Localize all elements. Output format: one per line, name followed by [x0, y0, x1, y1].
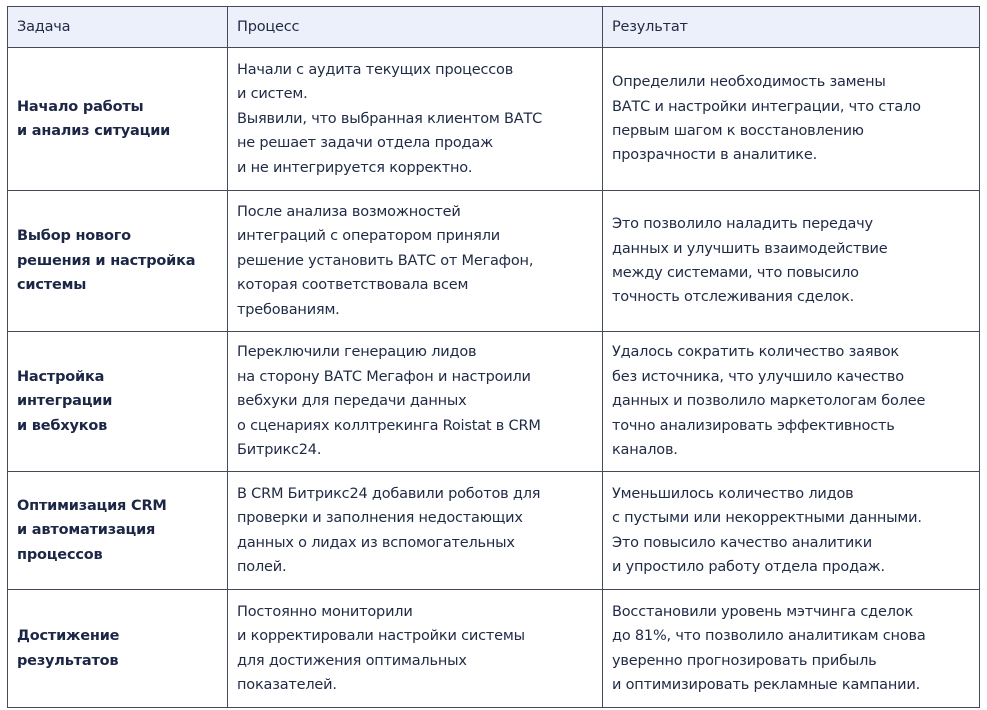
process-line: Постоянно мониторили	[237, 603, 413, 620]
task-line: процессов	[17, 546, 103, 563]
task-line: и вебхуков	[17, 417, 108, 434]
table-header-row	[8, 7, 980, 48]
result-cell	[603, 48, 980, 191]
result-line: Это повысило качество аналитики	[612, 534, 872, 551]
result-line: первым шагом к восстановлению	[612, 123, 864, 139]
results-table-container	[7, 6, 979, 708]
result-line: точность отслеживания сделок.	[612, 289, 855, 306]
result-line: прозрачности в аналитике.	[612, 147, 817, 164]
process-line: После анализа возможностей	[237, 203, 461, 220]
table-row	[8, 590, 980, 708]
result-line: и оптимизировать рекламные кампании.	[612, 676, 920, 693]
process-cell	[228, 472, 603, 590]
header-task: Задача	[8, 7, 228, 48]
process-line: не решает задачи отдела продаж	[237, 135, 493, 152]
process-line: вебхуки для передачи данных	[237, 393, 467, 410]
result-line: до 81%, что позволило аналитикам снова	[612, 628, 926, 645]
result-line: данных и позволило маркетологам более	[612, 393, 926, 410]
result-line: точно анализировать эффективность	[612, 417, 895, 434]
task-line: системы	[17, 277, 87, 294]
task-line: и автоматизация	[17, 522, 156, 539]
table-row	[8, 191, 980, 332]
result-line: каналов.	[612, 442, 678, 459]
process-line: В CRM Битрикс24 добавили роботов для	[237, 485, 541, 502]
process-line: требованиям.	[237, 301, 340, 318]
task-line: решения и настройка	[17, 252, 196, 269]
process-line: на сторону ВАТС Мегафон и настроили	[237, 368, 531, 385]
process-line: Начали с аудита текущих процессов	[237, 61, 514, 78]
process-line: показателей.	[237, 676, 337, 693]
task-line: Достижение	[17, 628, 120, 645]
task-line: интеграции	[17, 393, 113, 410]
result-cell	[603, 590, 980, 708]
result-line: уверенно прогнозировать прибыль	[612, 652, 877, 669]
task-cell	[8, 590, 228, 708]
result-line: и упростило работу отдела продаж.	[612, 558, 885, 575]
result-cell	[603, 332, 980, 472]
results-table	[7, 6, 980, 708]
result-cell	[603, 472, 980, 590]
result-line: между системами, что повысило	[612, 265, 859, 281]
process-line: Битрикс24.	[237, 442, 322, 459]
task-cell	[8, 191, 228, 332]
result-line: без источника, что улучшило качество	[612, 368, 904, 385]
task-line: и анализ ситуации	[17, 123, 171, 139]
header-result: Результат	[603, 7, 980, 48]
process-line: Переключили генерацию лидов	[237, 344, 477, 361]
result-line: Удалось сократить количество заявок	[612, 344, 899, 361]
process-line: для достижения оптимальных	[237, 652, 467, 669]
process-line: и систем.	[237, 86, 308, 103]
table-row	[8, 332, 980, 472]
process-cell	[228, 191, 603, 332]
task-line: Выбор нового	[17, 228, 131, 245]
result-cell	[603, 191, 980, 332]
process-line: и корректировали настройки системы	[237, 628, 525, 645]
task-line: Оптимизация CRM	[17, 497, 167, 514]
table-row	[8, 472, 980, 590]
process-line: о сценариях коллтрекинга Roistat в CRM	[237, 417, 541, 434]
task-cell	[8, 332, 228, 472]
task-line: результатов	[17, 652, 119, 669]
task-line: Начало работы	[17, 98, 144, 115]
task-cell	[8, 48, 228, 191]
header-process: Процесс	[228, 7, 603, 48]
result-line: Уменьшилось количество лидов	[612, 485, 854, 502]
task-line: Настройка	[17, 368, 105, 385]
process-line: данных о лидах из вспомогательных	[237, 534, 515, 551]
process-cell	[228, 332, 603, 472]
process-line: Выявили, что выбранная клиентом ВАТС	[237, 110, 543, 127]
result-line: Это позволило наладить передачу	[612, 216, 873, 233]
process-line: проверки и заполнения недостающих	[237, 510, 523, 527]
process-cell	[228, 48, 603, 191]
process-line: и не интегрируется корректно.	[237, 159, 473, 176]
result-line: с пустыми или некорректными данными.	[612, 510, 922, 527]
process-line: интеграций с оператором приняли	[237, 228, 500, 245]
result-line: Восстановили уровень мэтчинга сделок	[612, 603, 914, 620]
result-line: Определили необходимость замены	[612, 74, 886, 91]
process-line: полей.	[237, 558, 287, 575]
result-line: ВАТС и настройки интеграции, что стало	[612, 98, 921, 115]
result-line: данных и улучшить взаимодействие	[612, 240, 888, 257]
process-cell	[228, 590, 603, 708]
process-line: которая соответствовала всем	[237, 277, 469, 294]
task-cell	[8, 472, 228, 590]
process-line: решение установить ВАТС от Мегафон,	[237, 252, 534, 269]
table-row	[8, 48, 980, 191]
